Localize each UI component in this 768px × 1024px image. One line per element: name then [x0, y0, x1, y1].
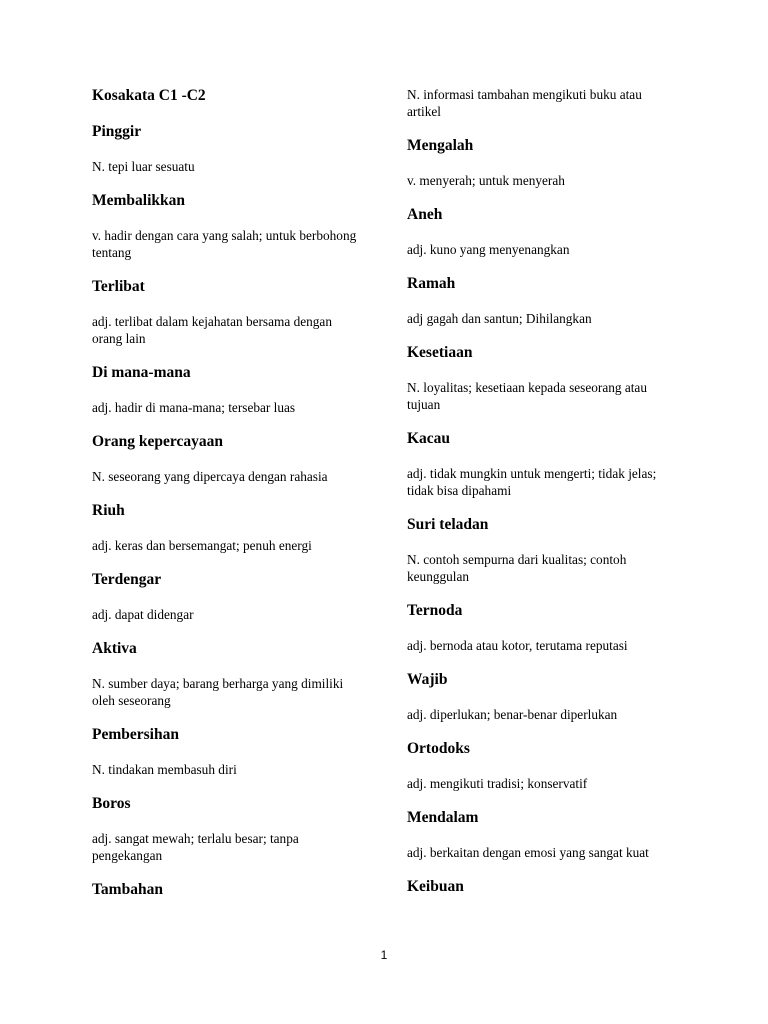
vocab-term: Membalikkan	[92, 192, 186, 209]
right-column	[407, 86, 675, 913]
vocab-definition: adj. terlibat dalam kejahatan bersama dengan orang lain	[92, 314, 332, 346]
vocab-term: Pembersihan	[92, 726, 179, 743]
vocab-term: Orang kepercayaan	[92, 433, 224, 450]
vocab-term: Ortodoks	[407, 740, 470, 757]
vocab-term: Tambahan	[92, 881, 163, 898]
vocab-definition: N. loyalitas; kesetiaan kepada seseorang atau tujuan	[407, 380, 647, 412]
vocab-term: Kacau	[407, 430, 451, 447]
vocab-term: Keibuan	[407, 878, 464, 895]
vocab-term: Kesetiaan	[407, 344, 473, 361]
vocab-definition: N. seseorang yang dipercaya dengan rahasia	[92, 469, 328, 484]
vocab-term: Riuh	[92, 502, 125, 519]
vocab-term: Wajib	[407, 671, 448, 688]
vocab-definition: adj. bernoda atau kotor, terutama reputasi	[407, 638, 628, 653]
vocab-definition: adj. sangat mewah; terlalu besar; tanpa pengekangan	[92, 831, 299, 863]
vocab-definition: adj. kuno yang menyenangkan	[407, 242, 570, 257]
vocab-definition: N. tepi luar sesuatu	[92, 159, 195, 174]
vocab-definition: N. sumber daya; barang berharga yang dimiliki oleh seseorang	[92, 676, 344, 708]
document-title: Kosakata C1 -C2	[92, 87, 206, 104]
vocab-definition: adj. keras dan bersemangat; penuh energi	[92, 538, 312, 553]
vocab-definition: adj. diperlukan; benar-benar diperlukan	[407, 707, 618, 722]
vocab-term: Di mana-mana	[92, 364, 191, 381]
vocab-term: Pinggir	[92, 123, 142, 140]
vocab-term: Ramah	[407, 275, 456, 292]
vocab-term: Suri teladan	[407, 516, 489, 533]
vocab-term: Boros	[92, 795, 131, 812]
vocab-definition: adj. tidak mungkin untuk mengerti; tidak jelas; tidak bisa dipahami	[407, 466, 657, 498]
vocab-term: Mendalam	[407, 809, 479, 826]
vocab-definition: N. tindakan membasuh diri	[92, 762, 237, 777]
vocab-term: Terdengar	[92, 571, 162, 588]
vocab-definition: adj gagah dan santun; Dihilangkan	[407, 311, 592, 326]
vocab-definition: adj. berkaitan dengan emosi yang sangat kuat	[407, 845, 649, 860]
vocab-term: Terlibat	[92, 278, 145, 295]
vocab-definition: adj. dapat didengar	[92, 607, 194, 622]
vocab-definition-continued: N. informasi tambahan mengikuti buku atau artikel	[407, 87, 642, 119]
vocab-term: Aneh	[407, 206, 443, 223]
vocab-definition: adj. hadir di mana-mana; tersebar luas	[92, 400, 296, 415]
vocab-term: Mengalah	[407, 137, 474, 154]
vocab-definition: v. menyerah; untuk menyerah	[407, 173, 565, 188]
left-column	[92, 86, 360, 916]
vocab-term: Ternoda	[407, 602, 463, 619]
page-number: 1	[380, 948, 388, 962]
vocab-definition: adj. mengikuti tradisi; konservatif	[407, 776, 588, 791]
vocab-term: Aktiva	[92, 640, 137, 657]
vocab-definition: N. contoh sempurna dari kualitas; contoh keunggulan	[407, 552, 627, 584]
vocab-definition: v. hadir dengan cara yang salah; untuk berbohong tentang	[92, 228, 357, 260]
